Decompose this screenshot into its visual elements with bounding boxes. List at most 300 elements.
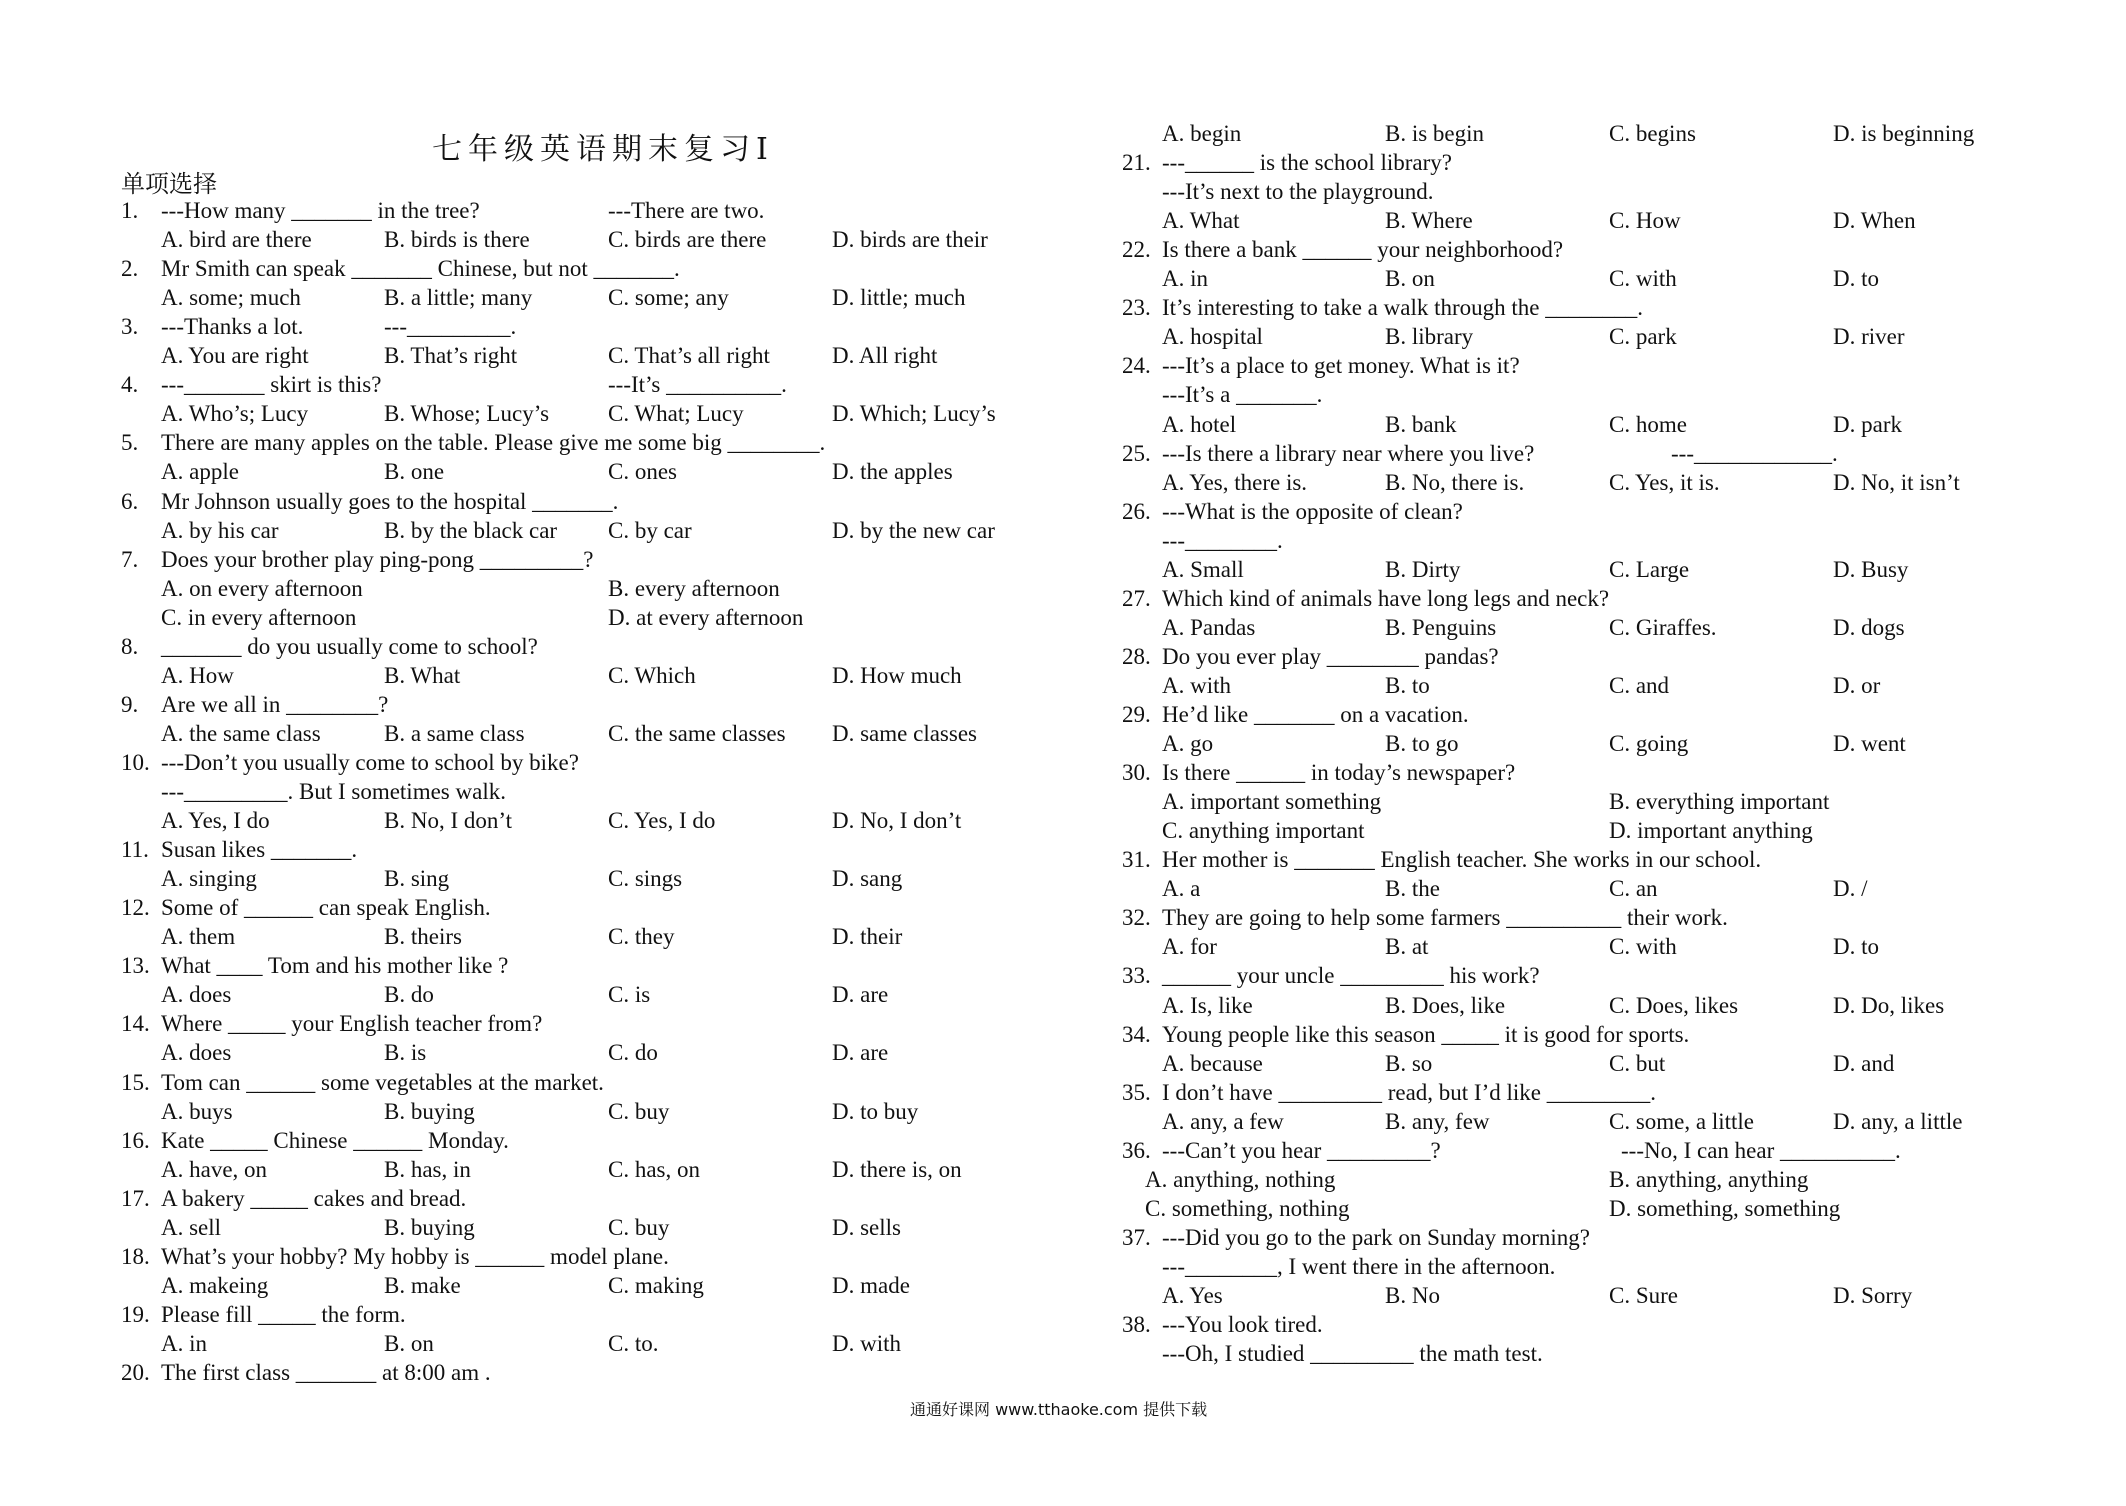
answer-option: A. hospital (1162, 324, 1263, 350)
answer-option: A. go (1162, 731, 1214, 757)
question-line (0, 1126, 1063, 1155)
answer-option: B. Penguins (1385, 614, 1497, 640)
answer-option: D. No, it isn’t (1833, 469, 1960, 495)
question-number: 3. (121, 314, 139, 340)
answer-options (0, 341, 1063, 370)
answer-option: A. What (1162, 208, 1240, 234)
answer-option: D. river (1833, 324, 1905, 350)
answer-option: B. has, in (384, 1156, 471, 1182)
answer-options (1063, 322, 2126, 351)
question-text: Tom can ______ some vegetables at the market. (161, 1069, 604, 1095)
answer-option: D. to buy (832, 1098, 919, 1124)
answer-option: B. No, I don’t (384, 808, 512, 834)
answer-option: A. Small (1162, 556, 1244, 582)
question-line (0, 748, 1063, 777)
question-line (0, 835, 1063, 864)
question-number: 20. (121, 1360, 150, 1385)
answer-option: B. on (384, 1330, 434, 1356)
answer-option: A. them (161, 924, 236, 950)
question-text: Susan likes _______. (161, 837, 358, 863)
answer-option: D. went (1833, 731, 1906, 757)
question-line (1063, 351, 2126, 380)
question-text: Mr Smith can speak _______ Chinese, but not _______. (161, 256, 680, 282)
question-text: ---Can’t you hear _________? (1162, 1137, 1441, 1163)
answer-options (0, 574, 1063, 603)
question-line (0, 487, 1063, 516)
question-text: What’s your hobby? My hobby is ______ model plane. (161, 1243, 669, 1269)
question-number: 19. (121, 1301, 150, 1327)
answer-option: C. the same classes (608, 720, 786, 746)
question-line (1063, 148, 2126, 177)
answer-option: D. and (1833, 1050, 1895, 1076)
question-text: ---_________. But I sometimes walk. (161, 779, 506, 804)
question-number: 33. (1122, 963, 1151, 989)
question-reply: ---There are two. (608, 198, 765, 223)
question-text: ---Thanks a lot. (161, 314, 304, 340)
question-number: 37. (1122, 1224, 1151, 1250)
answer-options (1063, 816, 2126, 845)
answer-option: B. That’s right (384, 343, 518, 369)
answer-option: D. at every afternoon (608, 604, 804, 630)
answer-option: B. buying (384, 1214, 475, 1240)
answer-option: B. Whose; Lucy’s (384, 401, 550, 427)
answer-option: C. something, nothing (1145, 1195, 1350, 1221)
answer-options (0, 603, 1063, 632)
question-number: 26. (1122, 498, 1151, 524)
answer-options (1063, 1194, 2126, 1223)
answer-option: D. important anything (1609, 818, 1813, 844)
answer-option: A. You are right (161, 343, 309, 369)
answer-option: C. but (1609, 1050, 1666, 1076)
answer-option: C. buy (608, 1214, 670, 1240)
answer-option: C. in every afternoon (161, 604, 357, 630)
answer-option: A. have, on (161, 1156, 268, 1182)
question-text: ---It’s a place to get money. What is it? (1162, 353, 1520, 379)
answer-option: B. sing (384, 866, 450, 892)
question-text: A bakery _____ cakes and bread. (161, 1185, 467, 1211)
question-line (1063, 439, 2126, 468)
answer-option: B. to (1385, 672, 1430, 698)
answer-option: D. any, a little (1833, 1108, 1963, 1134)
answer-option: C. they (608, 924, 675, 950)
answer-option: B. at (1385, 934, 1429, 960)
question-text: ---________, I went there in the afternoon. (1162, 1253, 1556, 1279)
answer-option: D. made (832, 1272, 910, 1298)
answer-option: B. bank (1385, 411, 1457, 437)
answer-option: B. everything important (1609, 789, 1830, 815)
answer-option: A. anything, nothing (1145, 1166, 1336, 1192)
answer-option: A. because (1162, 1050, 1263, 1076)
answer-option: D. by the new car (832, 517, 995, 543)
answer-option: D. park (1833, 411, 1902, 437)
answer-options (0, 399, 1063, 428)
answer-options (1063, 410, 2126, 439)
answer-options (1063, 671, 2126, 700)
answer-option: A. with (1162, 672, 1231, 698)
question-number: 17. (121, 1185, 150, 1211)
question-number: 22. (1122, 237, 1151, 263)
answer-option: A. Yes, there is. (1162, 469, 1308, 495)
answer-options (1063, 932, 2126, 961)
answer-options (0, 1155, 1063, 1184)
footer-text: 通通好课网 www.tthaoke.com 提供下载 (910, 1400, 1208, 1419)
answer-option: C. Giraffes. (1609, 614, 1717, 640)
question-line (1063, 1339, 2126, 1368)
question-line (0, 196, 1063, 225)
answer-option: B. every afternoon (608, 575, 780, 601)
answer-option: C. sings (608, 866, 683, 892)
answer-option: B. is (384, 1040, 427, 1066)
answer-option: D. When (1833, 208, 1916, 234)
answer-option: C. making (608, 1272, 704, 1298)
answer-option: C. Does, likes (1609, 992, 1739, 1018)
question-line (1063, 642, 2126, 671)
answer-options (0, 661, 1063, 690)
question-text: ---Don’t you usually come to school by bike? (161, 749, 579, 775)
answer-option: D. there is, on (832, 1156, 962, 1182)
question-line (1063, 293, 2126, 322)
answer-option: C. to. (608, 1330, 659, 1356)
answer-options (0, 225, 1063, 254)
answer-option: B. theirs (384, 924, 462, 950)
question-text: ---Is there a library near where you live? (1162, 440, 1535, 466)
answer-option: A. does (161, 1040, 232, 1066)
answer-option: A. a (1162, 876, 1201, 902)
question-number: 10. (121, 749, 150, 775)
question-text: ---How many _______ in the tree? (161, 198, 480, 223)
question-number: 6. (121, 488, 139, 514)
question-reply: ---____________. (1671, 440, 1838, 466)
question-line (1063, 903, 2126, 932)
question-line (1063, 961, 2126, 990)
answer-option: C. and (1609, 672, 1670, 698)
question-number: 21. (1122, 150, 1151, 176)
answer-option: B. library (1385, 324, 1474, 350)
question-number: 7. (121, 546, 139, 572)
answer-option: D. are (832, 982, 889, 1008)
answer-option: C. Sure (1609, 1283, 1678, 1308)
answer-option: D. with (832, 1330, 901, 1356)
answer-option: B. a same class (384, 720, 525, 746)
question-text: The first class _______ at 8:00 am . (161, 1360, 491, 1385)
answer-option: C. Yes, it is. (1609, 469, 1720, 495)
answer-options (0, 1329, 1063, 1358)
question-text: ---Did you go to the park on Sunday morning? (1162, 1224, 1590, 1250)
answer-option: B. buying (384, 1098, 475, 1124)
answer-option: D. little; much (832, 285, 966, 311)
answer-option: A. hotel (1162, 411, 1237, 437)
answer-option: C. some; any (608, 285, 729, 311)
question-number: 15. (121, 1069, 150, 1095)
answer-options (1063, 1281, 2126, 1310)
question-number: 23. (1122, 295, 1151, 321)
answer-option: C. anything important (1162, 818, 1365, 844)
answer-options (1063, 555, 2126, 584)
answer-option: B. Dirty (1385, 556, 1461, 582)
question-line (0, 1358, 1063, 1387)
question-text: ---What is the opposite of clean? (1162, 498, 1463, 524)
question-number: 24. (1122, 353, 1151, 379)
answer-option: A. does (161, 982, 232, 1008)
answer-option: A. important something (1162, 789, 1382, 815)
answer-options (1063, 613, 2126, 642)
question-line (1063, 1310, 2126, 1339)
answer-options (0, 922, 1063, 951)
answer-option: B. a little; many (384, 285, 533, 311)
question-text: Kate _____ Chinese ______ Monday. (161, 1127, 509, 1153)
question-number: 35. (1122, 1079, 1151, 1105)
answer-option: D. birds are their (832, 227, 988, 253)
answer-option: C. an (1609, 876, 1658, 902)
answer-option: A. begin (1162, 121, 1242, 146)
answer-option: A. buys (161, 1098, 233, 1124)
question-number: 8. (121, 633, 139, 659)
question-line (1063, 1078, 2126, 1107)
answer-option: D. No, I don’t (832, 808, 962, 834)
answer-option: D. same classes (832, 720, 977, 746)
question-text: ---Oh, I studied _________ the math test. (1162, 1341, 1543, 1367)
question-line (0, 1009, 1063, 1038)
answer-option: B. by the black car (384, 517, 558, 543)
answer-option: D. dogs (1833, 614, 1905, 640)
question-text: ---It’s a _______. (1162, 382, 1323, 408)
question-text: Some of ______ can speak English. (161, 895, 491, 921)
answer-option: A. in (1162, 266, 1208, 292)
question-line (1063, 584, 2126, 613)
answer-options (0, 864, 1063, 893)
answer-options (1063, 119, 2126, 148)
question-number: 38. (1122, 1312, 1151, 1338)
question-text: Does your brother play ping-pong _________? (161, 546, 594, 572)
question-text: _______ do you usually come to school? (161, 633, 538, 659)
question-number: 27. (1122, 585, 1151, 611)
question-line (0, 893, 1063, 922)
question-line (0, 951, 1063, 980)
answer-option: A. bird are there (161, 227, 312, 253)
answer-option: B. the (1385, 876, 1440, 902)
answer-options (1063, 1107, 2126, 1136)
answer-option: D. All right (832, 343, 938, 369)
question-number: 28. (1122, 643, 1151, 669)
question-text: ---_______ skirt is this? (161, 372, 382, 398)
question-line (1063, 177, 2126, 206)
question-number: 12. (121, 895, 150, 921)
answer-options (1063, 787, 2126, 816)
question-text: Do you ever play ________ pandas? (1162, 643, 1499, 669)
answer-option: A. sell (161, 1214, 222, 1240)
answer-option: D. Which; Lucy’s (832, 401, 996, 427)
answer-option: B. is begin (1385, 121, 1485, 146)
answer-option: D. to (1833, 266, 1879, 292)
answer-option: C. birds are there (608, 227, 767, 253)
question-text: There are many apples on the table. Please give me some big ________. (161, 430, 826, 456)
answer-option: C. some, a little (1609, 1108, 1755, 1134)
question-number: 16. (121, 1127, 150, 1153)
answer-options (1063, 1165, 2126, 1194)
answer-option: A. any, a few (1162, 1108, 1284, 1134)
answer-option: A. singing (161, 866, 257, 892)
answer-option: A. Is, like (1162, 992, 1253, 1018)
question-text: Which kind of animals have long legs and neck? (1162, 585, 1610, 611)
answer-options (1063, 874, 2126, 903)
question-line (0, 632, 1063, 661)
question-line (0, 312, 1063, 341)
question-line (1063, 1252, 2126, 1281)
answer-option: D. or (1833, 672, 1881, 698)
answer-option: C. by car (608, 517, 692, 543)
question-text: They are going to help some farmers __________ their work. (1162, 905, 1728, 931)
answer-option: A. Pandas (1162, 614, 1256, 640)
question-line (0, 1068, 1063, 1097)
answer-option: B. Does, like (1385, 992, 1506, 1018)
question-number: 4. (121, 372, 139, 398)
question-number: 11. (121, 837, 149, 863)
question-text: It’s interesting to take a walk through the ________. (1162, 295, 1643, 321)
question-number: 32. (1122, 905, 1151, 931)
answer-option: B. Where (1385, 208, 1473, 234)
question-line (1063, 700, 2126, 729)
answer-option: B. No (1385, 1283, 1440, 1308)
answer-options (1063, 729, 2126, 758)
answer-option: B. do (384, 982, 434, 1008)
answer-options (1063, 468, 2126, 497)
question-text: Is there a bank ______ your neighborhood? (1162, 237, 1564, 263)
question-text: Mr Johnson usually goes to the hospital _______. (161, 488, 619, 514)
answer-option: C. Large (1609, 556, 1690, 582)
answer-option: D. Busy (1833, 556, 1909, 582)
question-text: ---It’s next to the playground. (1162, 179, 1434, 205)
question-line (0, 370, 1063, 399)
question-number: 29. (1122, 702, 1151, 727)
question-line (0, 545, 1063, 574)
answer-option: A. for (1162, 934, 1217, 960)
answer-option: C. begins (1609, 121, 1696, 146)
answer-option: B. What (384, 662, 461, 688)
answer-option: D. sells (832, 1214, 901, 1240)
answer-option: D. Sorry (1833, 1283, 1913, 1308)
question-text: He’d like _______ on a vacation. (1162, 702, 1469, 727)
answer-option: D. is beginning (1833, 121, 1975, 146)
question-text: Her mother is _______ English teacher. She works in our school. (1162, 847, 1762, 873)
answer-option: A. Yes, I do (161, 808, 270, 834)
question-line (1063, 758, 2126, 787)
answer-option: C. buy (608, 1098, 670, 1124)
answer-option: A. apple (161, 459, 239, 485)
answer-option: D. something, something (1609, 1195, 1841, 1221)
answer-options (0, 1097, 1063, 1126)
answer-option: C. ones (608, 459, 677, 485)
question-number: 18. (121, 1243, 150, 1269)
question-number: 13. (121, 953, 150, 979)
question-line (0, 1184, 1063, 1213)
answer-option: A. on every afternoon (161, 575, 363, 601)
answer-option: D. their (832, 924, 903, 950)
answer-option: C. with (1609, 934, 1677, 960)
answer-option: C. park (1609, 324, 1677, 350)
answer-option: B. make (384, 1272, 461, 1298)
question-text: Is there ______ in today’s newspaper? (1162, 760, 1516, 786)
question-reply: ---No, I can hear __________. (1621, 1137, 1901, 1163)
question-text: ______ your uncle _________ his work? (1162, 963, 1540, 989)
answer-option: D. sang (832, 866, 903, 892)
answer-option: B. to go (1385, 731, 1459, 757)
question-line (0, 690, 1063, 719)
question-line (0, 254, 1063, 283)
answer-option: A. Yes (1162, 1283, 1223, 1308)
answer-option: D. Do, likes (1833, 992, 1945, 1018)
answer-option: A. How (161, 662, 234, 688)
answer-option: B. birds is there (384, 227, 530, 253)
answer-option: B. anything, anything (1609, 1166, 1809, 1192)
answer-option: C. That’s all right (608, 343, 770, 369)
answer-option: C. Which (608, 662, 696, 688)
answer-option: B. one (384, 459, 445, 485)
answer-option: C. has, on (608, 1156, 700, 1182)
page-title: 七年级英语期末复习Ⅰ (432, 133, 774, 166)
question-number: 5. (121, 430, 139, 456)
answer-options (0, 980, 1063, 1009)
question-number: 1. (121, 198, 139, 223)
answer-option: A. makeing (161, 1272, 269, 1298)
answer-option: B. so (1385, 1050, 1433, 1076)
question-line (1063, 497, 2126, 526)
answer-option: C. What; Lucy (608, 401, 744, 427)
question-text: ---________. (1162, 527, 1283, 553)
question-text: What ____ Tom and his mother like ? (161, 953, 509, 979)
answer-options (0, 1213, 1063, 1242)
answer-options (1063, 264, 2126, 293)
answer-option: A. by his car (161, 517, 279, 543)
answer-options (1063, 206, 2126, 235)
question-text: ---You look tired. (1162, 1312, 1323, 1338)
question-text: Where _____ your English teacher from? (161, 1011, 543, 1037)
section-heading: 单项选择 (121, 172, 217, 198)
answer-option: D. the apples (832, 459, 953, 485)
question-line (0, 1242, 1063, 1271)
answer-option: D. How much (832, 662, 962, 688)
answer-option: D. / (1833, 876, 1868, 902)
answer-option: C. Yes, I do (608, 808, 716, 834)
question-text: ---______ is the school library? (1162, 150, 1452, 176)
question-text: Please fill _____ the form. (161, 1301, 406, 1327)
question-line (1063, 1223, 2126, 1252)
question-text: Young people like this season _____ it is good for sports. (1162, 1021, 1690, 1047)
question-number: 30. (1122, 760, 1151, 786)
question-line (0, 1300, 1063, 1329)
question-line (1063, 845, 2126, 874)
answer-option: C. do (608, 1040, 658, 1066)
answer-option: D. are (832, 1040, 889, 1066)
answer-option: C. with (1609, 266, 1677, 292)
answer-option: C. How (1609, 208, 1681, 234)
question-text: I don’t have _________ read, but I’d like _________. (1162, 1079, 1656, 1105)
answer-option: A. some; much (161, 285, 301, 311)
answer-option: C. is (608, 982, 651, 1008)
question-line (1063, 380, 2126, 409)
answer-option: D. to (1833, 934, 1879, 960)
question-line (1063, 1020, 2126, 1049)
question-line (1063, 526, 2126, 555)
answer-options (1063, 1049, 2126, 1078)
answer-option: A. the same class (161, 720, 321, 746)
answer-options (0, 457, 1063, 486)
question-number: 25. (1122, 440, 1151, 466)
answer-option: C. home (1609, 411, 1687, 437)
question-text: Are we all in ________? (161, 691, 389, 717)
question-number: 34. (1122, 1021, 1151, 1047)
answer-options (0, 1038, 1063, 1067)
answer-option: B. any, few (1385, 1108, 1490, 1134)
